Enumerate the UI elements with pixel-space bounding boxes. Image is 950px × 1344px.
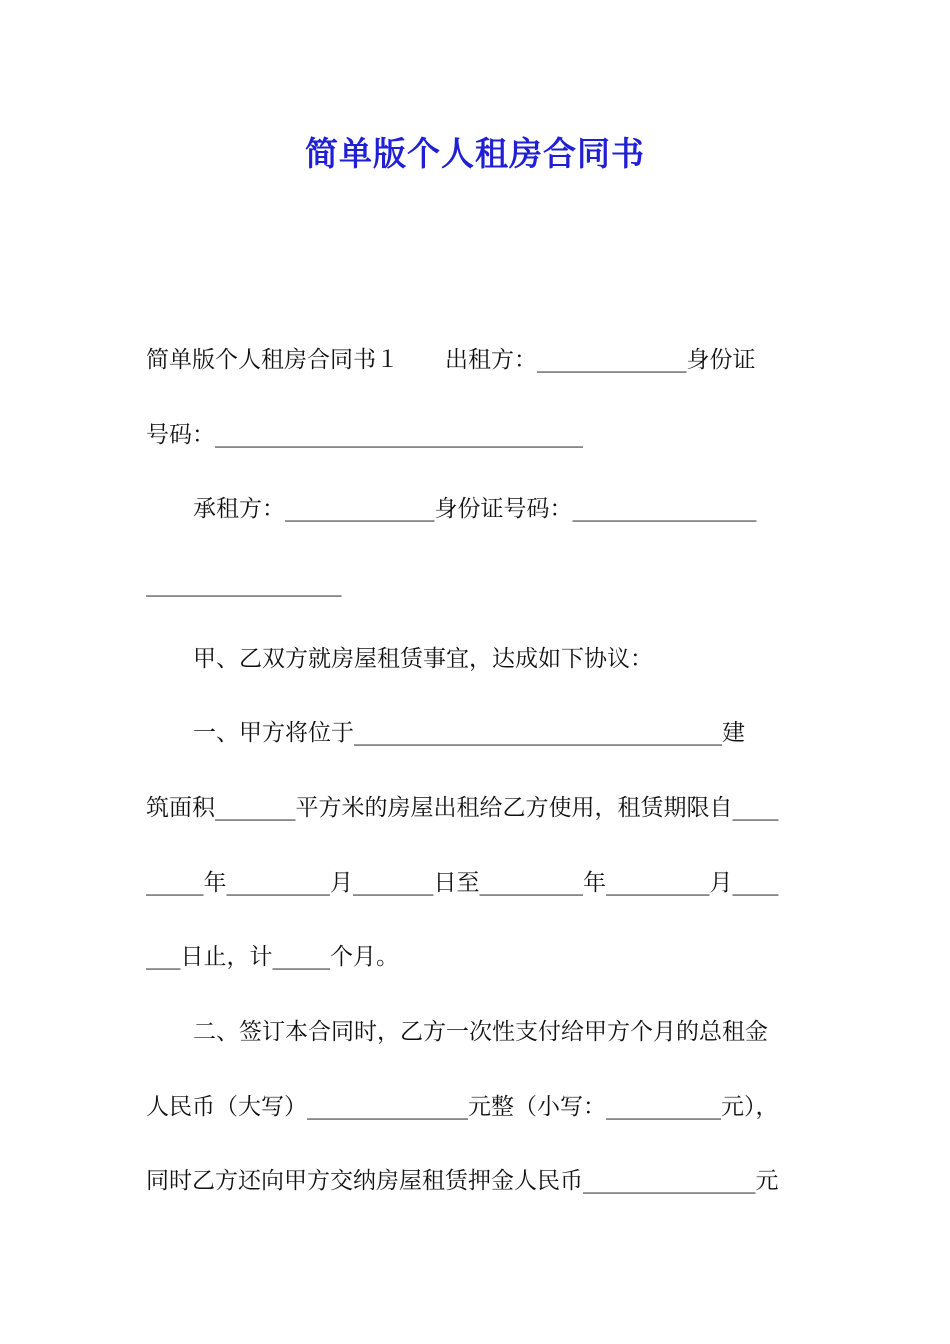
paragraph-line-4: _________________ [146,571,342,597]
paragraph-line-9: ___日止，计_____个月。 [146,944,399,970]
paragraph-line-3: 承租方：_____________身份证号码：________________ [193,496,757,522]
document-title: 简单版个人租房合同书 [305,134,645,173]
paragraph-line-2: 号码：________________________________ [146,422,583,448]
paragraph-line-6: 一、甲方将位于________________________________建 [193,720,745,746]
paragraph-line-5: 甲、乙双方就房屋租赁事宜，达成如下协议： [193,646,653,672]
paragraph-line-11: 人民币（大写）______________元整（小写：__________元）， [146,1094,779,1120]
paragraph-line-12: 同时乙方还向甲方交纳房屋租赁押金人民币_______________元 [146,1168,779,1194]
paragraph-line-7: 筑面积_______平方米的房屋出租给乙方使用，租赁期限自____ [146,795,779,821]
paragraph-line-10: 二、签订本合同时，乙方一次性支付给甲方个月的总租金 [193,1019,768,1045]
paragraph-line-8: _____年_________月_______日至_________年_________月____ [146,870,779,896]
paragraph-line-1: 简单版个人租房合同书１ 出租方：_____________身份证 [146,347,756,373]
